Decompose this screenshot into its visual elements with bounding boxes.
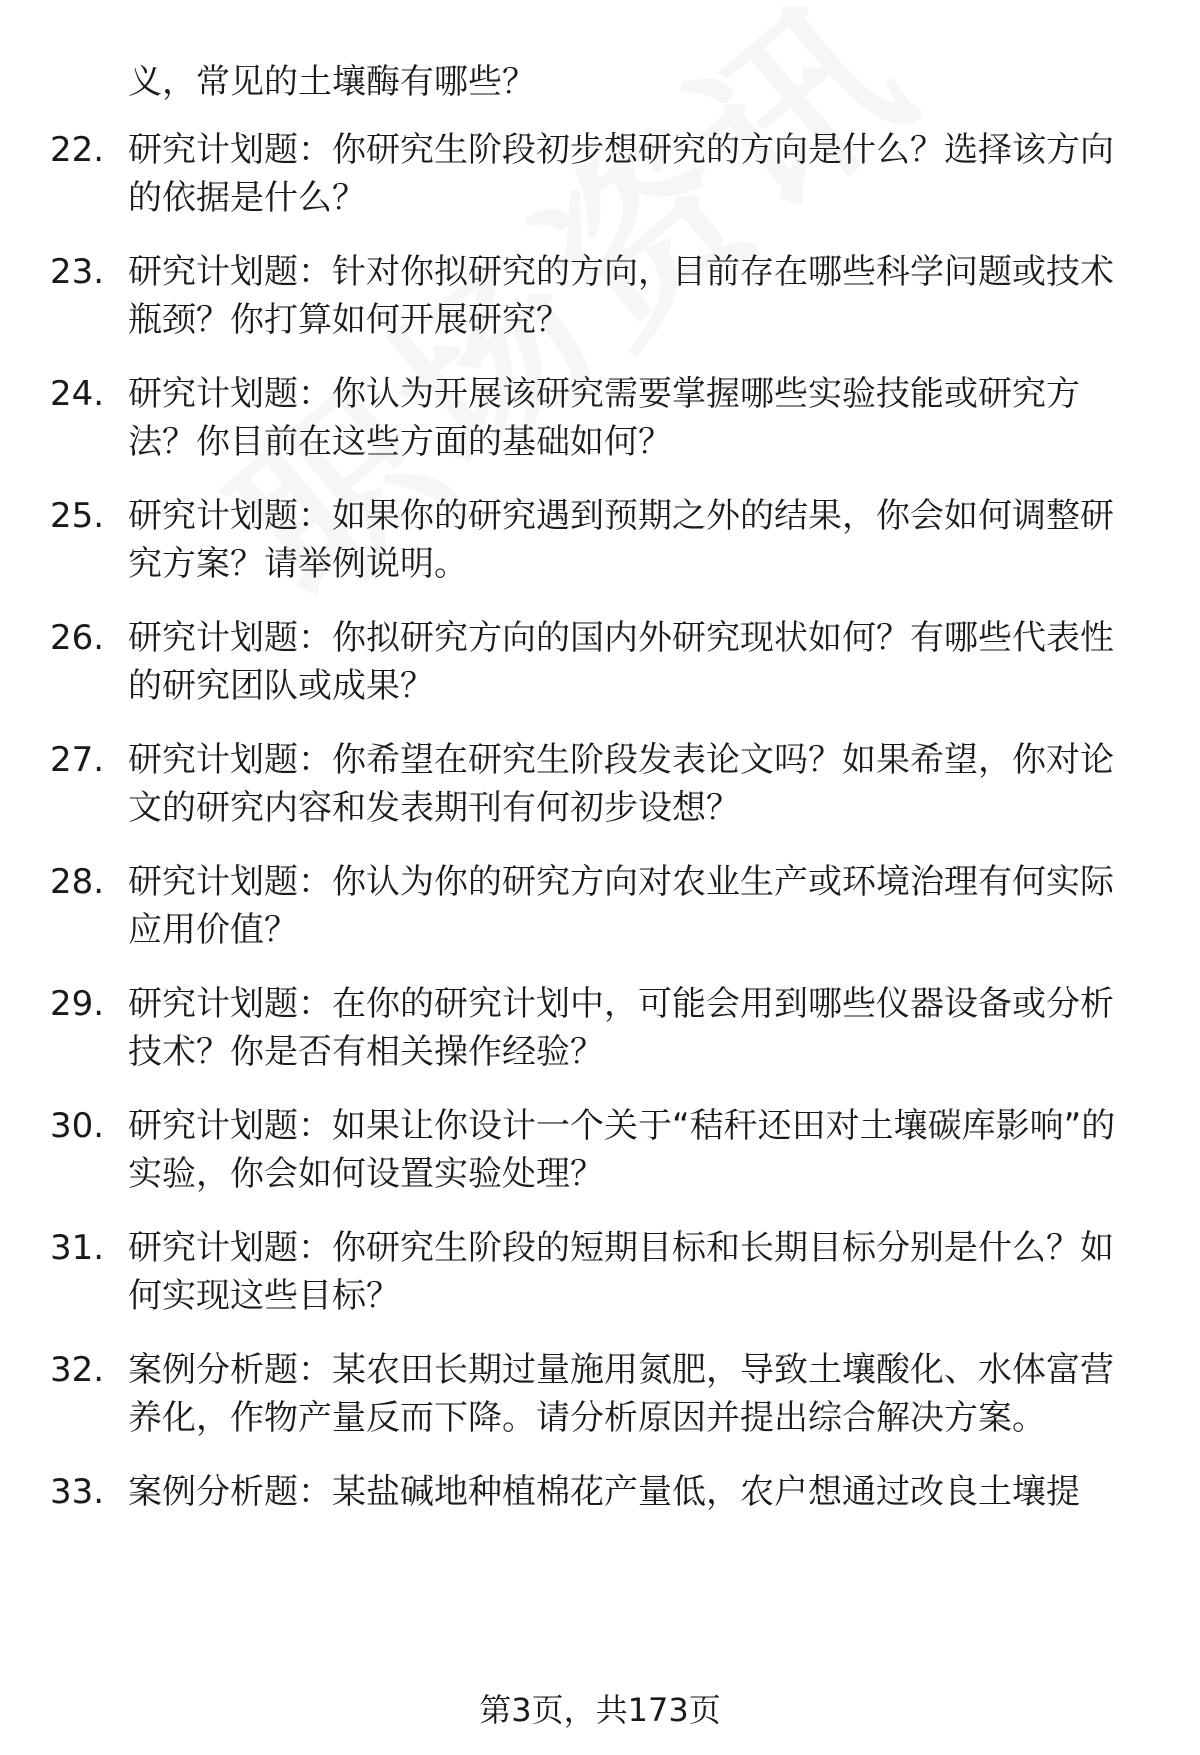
question-text: 研究计划题：如果你的研究遇到预期之外的结果，你会如何调整研究方案？请举例说明。 [128,496,1114,584]
question-text: 研究计划题：你认为你的研究方向对农业生产或环境治理有何实际应用价值？ [128,862,1114,950]
question-number: 25. [50,496,105,536]
question-number: 23. [50,252,105,292]
question-text: 案例分析题：某农田长期过量施用氮肥，导致土壤酸化、水体富营养化，作物产量反而下降。请分析原因并提出综合解决方案。 [128,1350,1114,1438]
question-text: 研究计划题：你研究生阶段的短期目标和长期目标分别是什么？如何实现这些目标？ [128,1228,1114,1316]
question-number: 29. [50,984,105,1024]
question-text: 研究计划题：针对你拟研究的方向，目前存在哪些科学问题或技术瓶颈？你打算如何开展研究？ [128,252,1114,340]
question-number: 30. [50,1106,105,1146]
question-number: 32. [50,1350,105,1390]
page-footer: 第3页，共173页 [479,1691,721,1729]
question-text: 研究计划题：你研究生阶段初步想研究的方向是什么？选择该方向的依据是什么？ [128,130,1114,218]
question-text: 案例分析题：某盐碱地种植棉花产量低，农户想通过改良土壤提 [128,1472,1080,1512]
question-number: 26. [50,618,105,658]
question-number: 33. [50,1472,105,1512]
question-number: 28. [50,862,105,902]
question-number: 22. [50,130,105,170]
question-number: 31. [50,1228,105,1268]
question-text: 研究计划题：你拟研究方向的国内外研究现状如何？有哪些代表性的研究团队或成果？ [128,618,1114,706]
question-text: 研究计划题：你认为开展该研究需要掌握哪些实验技能或研究方法？你目前在这些方面的基础如何？ [128,374,1080,462]
question-text: 研究计划题：在你的研究计划中，可能会用到哪些仪器设备或分析技术？你是否有相关操作经验？ [128,984,1114,1072]
question-text: 研究计划题：你希望在研究生阶段发表论文吗？如果希望，你对论文的研究内容和发表期刊有何初步设想？ [128,740,1114,828]
continuation-text: 义，常见的土壤酶有哪些？ [128,62,536,102]
question-text: 研究计划题：如果让你设计一个关于“秸秆还田对土壤碳库影响”的实验，你会如何设置实验处理？ [128,1106,1116,1194]
question-number: 24. [50,374,105,414]
question-number: 27. [50,740,105,780]
